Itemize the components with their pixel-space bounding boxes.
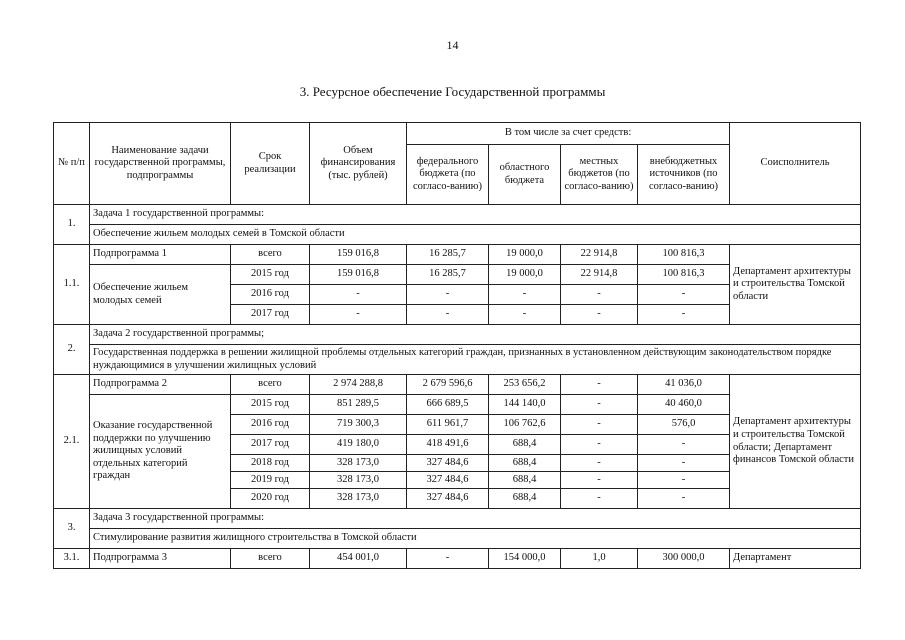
sub-1-number: 1.1. xyxy=(54,245,90,325)
period-cell: 2015 год xyxy=(231,395,310,415)
volume-cell: 328 173,0 xyxy=(310,472,407,489)
task-3-description: Стимулирование развития жилищного строительства в Томской области xyxy=(90,529,861,549)
extra-cell: 41 036,0 xyxy=(638,375,730,395)
period-cell: 2016 год xyxy=(231,285,310,305)
header-num: № п/п xyxy=(54,123,90,205)
header-task: Наименование задачи государственной программы, подпрограммы xyxy=(90,123,231,205)
header-federal: федерального бюджета (по согласо-ванию) xyxy=(407,145,489,205)
period-cell: всего xyxy=(231,375,310,395)
sub-2-name: Подпрограмма 2 xyxy=(90,375,231,395)
resource-table xyxy=(53,122,861,569)
federal-cell: 327 484,6 xyxy=(407,489,489,509)
local-cell: - xyxy=(561,395,638,415)
federal-cell: - xyxy=(407,285,489,305)
extra-cell: - xyxy=(638,285,730,305)
period-cell: 2019 год xyxy=(231,472,310,489)
header-row-1 xyxy=(54,123,861,145)
period-cell: всего xyxy=(231,245,310,265)
sub-1-total-row xyxy=(54,245,861,265)
sub-1-coexecutor: Департамент архитектуры и строительства Томской области xyxy=(730,245,861,325)
extra-cell: - xyxy=(638,472,730,489)
federal-cell: 327 484,6 xyxy=(407,455,489,472)
header-including: В том числе за счет средств: xyxy=(407,123,730,145)
task-3-number: 3. xyxy=(54,509,90,549)
header-extra: внебюджетных источников (по согласо-ванию) xyxy=(638,145,730,205)
federal-cell: - xyxy=(407,305,489,325)
federal-cell: 666 689,5 xyxy=(407,395,489,415)
local-cell: - xyxy=(561,472,638,489)
volume-cell: 159 016,8 xyxy=(310,245,407,265)
volume-cell: 159 016,8 xyxy=(310,265,407,285)
volume-cell: - xyxy=(310,285,407,305)
extra-cell: - xyxy=(638,489,730,509)
volume-cell: 328 173,0 xyxy=(310,489,407,509)
local-cell: 22 914,8 xyxy=(561,245,638,265)
federal-cell: 611 961,7 xyxy=(407,415,489,435)
local-cell: - xyxy=(561,415,638,435)
volume-cell: 454 001,0 xyxy=(310,549,407,569)
sub-3-number: 3.1. xyxy=(54,549,90,569)
federal-cell: 2 679 596,6 xyxy=(407,375,489,395)
extra-cell: - xyxy=(638,455,730,472)
regional-cell: 106 762,6 xyxy=(489,415,561,435)
regional-cell: 19 000,0 xyxy=(489,265,561,285)
regional-cell: - xyxy=(489,285,561,305)
local-cell: - xyxy=(561,489,638,509)
federal-cell: 16 285,7 xyxy=(407,265,489,285)
period-cell: 2018 год xyxy=(231,455,310,472)
extra-cell: 40 460,0 xyxy=(638,395,730,415)
volume-cell: 851 289,5 xyxy=(310,395,407,415)
regional-cell: 688,4 xyxy=(489,435,561,455)
sub-2-total-row xyxy=(54,375,861,395)
period-cell: всего xyxy=(231,549,310,569)
task-1-title: Задача 1 государственной программы: xyxy=(90,205,861,225)
local-cell: - xyxy=(561,305,638,325)
volume-cell: 719 300,3 xyxy=(310,415,407,435)
task-2-title-row xyxy=(54,325,861,345)
regional-cell: 253 656,2 xyxy=(489,375,561,395)
header-regional: областного бюджета xyxy=(489,145,561,205)
task-3-title-row xyxy=(54,509,861,529)
task-1-description: Обеспечение жильем молодых семей в Томской области xyxy=(90,225,861,245)
regional-cell: 688,4 xyxy=(489,455,561,472)
local-cell: - xyxy=(561,375,638,395)
regional-cell: 154 000,0 xyxy=(489,549,561,569)
task-2-number: 2. xyxy=(54,325,90,375)
volume-cell: 328 173,0 xyxy=(310,455,407,472)
extra-cell: 100 816,3 xyxy=(638,245,730,265)
regional-cell: 688,4 xyxy=(489,489,561,509)
task-1-title-row xyxy=(54,205,861,225)
extra-cell: 300 000,0 xyxy=(638,549,730,569)
period-cell: 2017 год xyxy=(231,435,310,455)
regional-cell: 19 000,0 xyxy=(489,245,561,265)
sub-2-number: 2.1. xyxy=(54,375,90,509)
federal-cell: 327 484,6 xyxy=(407,472,489,489)
volume-cell: 419 180,0 xyxy=(310,435,407,455)
period-cell: 2015 год xyxy=(231,265,310,285)
task-2-description: Государственная поддержка в решении жилищной проблемы отдельных категорий граждан, признанных в установленном действующим законодательством порядке нуждающимися в улучшении жилищных условий xyxy=(90,345,861,375)
header-volume: Объем финансирования (тыс. рублей) xyxy=(310,123,407,205)
local-cell: - xyxy=(561,455,638,472)
volume-cell: 2 974 288,8 xyxy=(310,375,407,395)
federal-cell: - xyxy=(407,549,489,569)
period-cell: 2017 год xyxy=(231,305,310,325)
sub-3-total-row xyxy=(54,549,861,569)
extra-cell: 576,0 xyxy=(638,415,730,435)
task-3-desc-row xyxy=(54,529,861,549)
task-1-desc-row xyxy=(54,225,861,245)
local-cell: - xyxy=(561,435,638,455)
sub-3-coexecutor: Департамент xyxy=(730,549,861,569)
federal-cell: 16 285,7 xyxy=(407,245,489,265)
sub-1-name: Подпрограмма 1 xyxy=(90,245,231,265)
local-cell: 22 914,8 xyxy=(561,265,638,285)
header-period: Срок реализации xyxy=(231,123,310,205)
task-2-title: Задача 2 государственной программы; xyxy=(90,325,861,345)
section-title: 3. Ресурсное обеспечение Государственной программы xyxy=(299,84,606,99)
extra-cell: - xyxy=(638,435,730,455)
regional-cell: 144 140,0 xyxy=(489,395,561,415)
federal-cell: 418 491,6 xyxy=(407,435,489,455)
task-3-title: Задача 3 государственной программы: xyxy=(90,509,861,529)
task-2-desc-row xyxy=(54,345,861,375)
header-local: местных бюджетов (по согласо-ванию) xyxy=(561,145,638,205)
regional-cell: - xyxy=(489,305,561,325)
sub-2-coexecutor: Департамент архитектуры и строительства Томской области; Департамент финансов Томской области xyxy=(730,375,861,509)
sub-3-name: Подпрограмма 3 xyxy=(90,549,231,569)
page-number: 14 xyxy=(446,38,459,52)
extra-cell: 100 816,3 xyxy=(638,265,730,285)
extra-cell: - xyxy=(638,305,730,325)
period-cell: 2020 год xyxy=(231,489,310,509)
regional-cell: 688,4 xyxy=(489,472,561,489)
sub-2-description: Оказание государственной поддержки по улучшению жилищных условий отдельных категорий граждан xyxy=(90,395,231,509)
period-cell: 2016 год xyxy=(231,415,310,435)
local-cell: - xyxy=(561,285,638,305)
local-cell: 1,0 xyxy=(561,549,638,569)
sub-1-description: Обеспечение жильем молодых семей xyxy=(90,265,231,325)
header-coexecutor: Соисполнитель xyxy=(730,123,861,205)
volume-cell: - xyxy=(310,305,407,325)
task-1-number: 1. xyxy=(54,205,90,245)
